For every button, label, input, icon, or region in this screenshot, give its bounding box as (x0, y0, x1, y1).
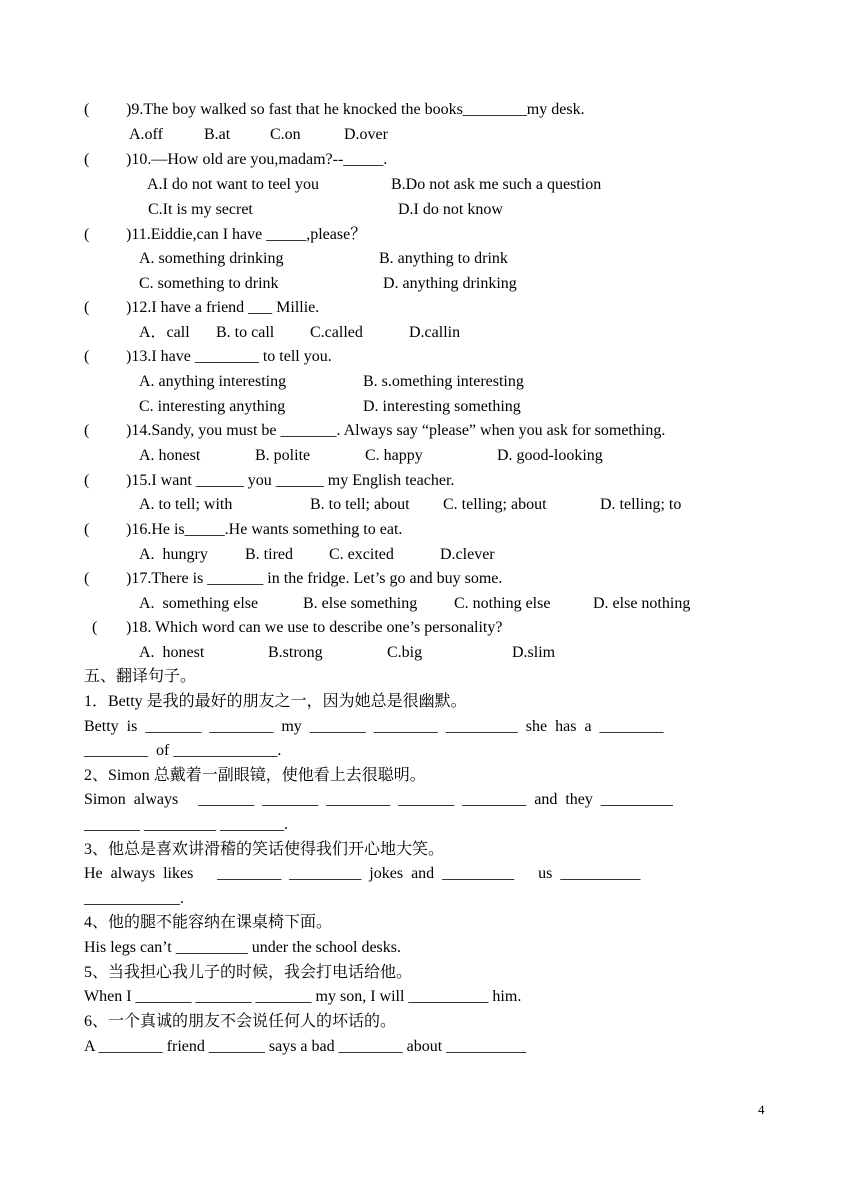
option: C. nothing else (454, 595, 551, 612)
question-paren: ( (84, 422, 90, 439)
option: C.on (270, 126, 301, 143)
translation-chinese: 6、一个真诚的朋友不会说任何人的坏话的。 (84, 1013, 397, 1030)
question-text: )11.Eiddie,can I have _____,please？ (126, 226, 367, 243)
question-paren: ( (84, 151, 90, 168)
question-text: )13.I have ________ to tell you. (126, 348, 332, 365)
option: A. to tell; with (139, 496, 233, 513)
option: B. s.omething interesting (363, 373, 524, 390)
option: B. anything to drink (379, 250, 508, 267)
section-title: 五、翻译句子。 (84, 668, 197, 685)
translation-english: He always likes ________ _________ jokes and _________ us __________ (84, 865, 641, 882)
option: A. honest (139, 644, 205, 661)
option: B.strong (268, 644, 323, 661)
option: A. honest (139, 447, 201, 464)
question-paren: ( (84, 570, 90, 587)
option: A．call (139, 324, 190, 341)
question-text: )16.He is_____.He wants something to eat. (126, 521, 403, 538)
question-paren: ( (84, 299, 90, 316)
option: D. anything drinking (383, 275, 517, 292)
question-paren: ( (84, 521, 90, 538)
option: C.It is my secret (148, 201, 253, 218)
question-text: )9.The boy walked so fast that he knocked the books________my desk. (126, 101, 585, 118)
option: A. something else (139, 595, 259, 612)
option: C. happy (365, 447, 423, 464)
translation-chinese: 1．Betty 是我的最好的朋友之一，因为她总是很幽默。 (84, 693, 467, 710)
option: A. something drinking (139, 250, 284, 267)
option: B.Do not ask me such a question (391, 176, 602, 193)
option: C. telling; about (443, 496, 547, 513)
translation-chinese: 4、他的腿不能容纳在课桌椅下面。 (84, 914, 333, 931)
option: D. good-looking (497, 447, 603, 464)
option: D.clever (440, 546, 495, 563)
translation-chinese: 2、Simon 总戴着一副眼镜，使他看上去很聪明。 (84, 767, 426, 784)
option: B. polite (255, 447, 311, 464)
question-text: )18. Which word can we use to describe one’s personality? (126, 619, 503, 636)
translation-english: Betty is _______ ________ my _______ ________ _________ she has a ________ (84, 718, 664, 735)
translation-english: A ________ friend _______ says a bad ________ about __________ (84, 1038, 527, 1055)
option: A.I do not want to teel you (147, 176, 319, 193)
option: D.callin (409, 324, 461, 341)
question-paren: ( (84, 226, 90, 243)
question-paren: ( (84, 101, 90, 118)
option: D. else nothing (593, 595, 691, 612)
option: B. to call (216, 324, 275, 341)
option: C.big (387, 644, 423, 661)
question-text: )14.Sandy, you must be _______. Always say “please” when you ask for something. (126, 422, 666, 439)
translation-english: Simon always _______ _______ ________ _______ ________ and they _________ (84, 791, 673, 808)
option: D. telling; to (600, 496, 682, 513)
translation-english: His legs can’t _________ under the school desks. (84, 939, 401, 956)
option: D.over (344, 126, 388, 143)
option: C. interesting anything (139, 398, 286, 415)
option: A.off (129, 126, 163, 143)
option: B. to tell; about (310, 496, 410, 513)
translation-english-cont: ________ of _____________. (84, 742, 282, 759)
translation-chinese: 3、他总是喜欢讲滑稽的笑话使得我们开心地大笑。 (84, 841, 445, 858)
option: A. hungry (139, 546, 208, 563)
option: B. tired (245, 546, 293, 563)
option: B.at (204, 126, 231, 143)
option: D.I do not know (398, 201, 503, 218)
option: B. else something (303, 595, 418, 612)
option: A. anything interesting (139, 373, 287, 390)
question-text: )10.—How old are you,madam?--_____. (126, 151, 388, 168)
option: C. something to drink (139, 275, 279, 292)
page-number: 4 (758, 1102, 765, 1117)
option: D. interesting something (363, 398, 521, 415)
question-text: )15.I want ______ you ______ my English teacher. (126, 472, 455, 489)
option: D.slim (512, 644, 556, 661)
translation-chinese: 5、当我担心我儿子的时候，我会打电话给他。 (84, 964, 413, 981)
question-text: )12.I have a friend ___ Millie. (126, 299, 320, 316)
option: C.called (310, 324, 363, 341)
translation-english-cont: ____________. (84, 890, 184, 907)
question-text: )17.There is _______ in the fridge. Let’s go and buy some. (126, 570, 503, 587)
translation-english-cont: _______ _________ ________. (84, 816, 288, 833)
translation-english: When I _______ _______ _______ my son, I will __________ him. (84, 988, 522, 1005)
question-paren: ( (84, 472, 90, 489)
option: C. excited (329, 546, 394, 563)
question-paren: ( (92, 619, 98, 636)
question-paren: ( (84, 348, 90, 365)
